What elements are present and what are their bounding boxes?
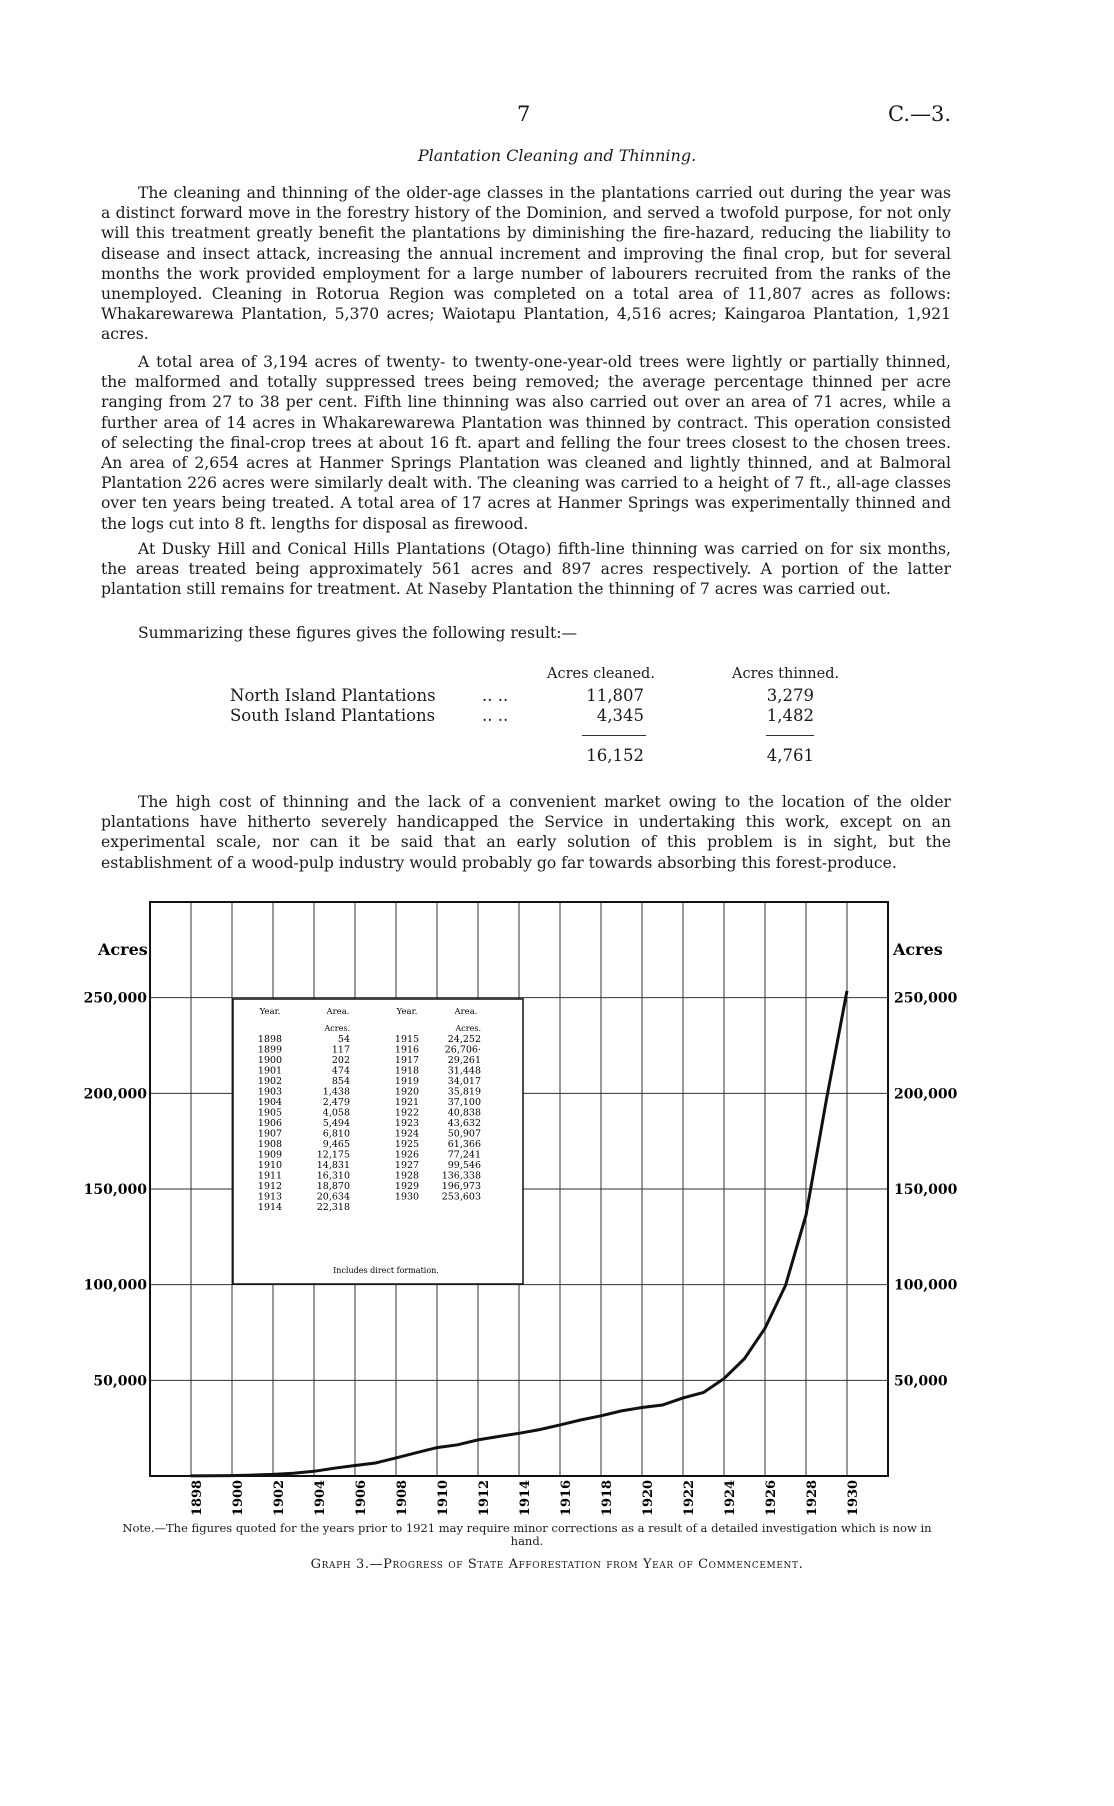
x-tick-label: 1900 — [231, 1479, 246, 1517]
inset-year: 1920 — [394, 1086, 420, 1098]
summary-rule — [582, 735, 646, 736]
inset-area: 54 — [337, 1034, 350, 1045]
x-tick-label: 1916 — [559, 1479, 574, 1517]
inset-footnote: Includes direct formation. — [333, 1266, 439, 1275]
summary-row-dots: .. .. — [482, 686, 509, 705]
x-tick-label: 1902 — [272, 1479, 287, 1517]
inset-year: 1912 — [257, 1181, 283, 1192]
inset-area: 50,907 — [447, 1128, 481, 1140]
y-tick-label-right: 50,000 — [894, 1373, 948, 1390]
summary-thinned-value: 1,482 — [766, 706, 814, 725]
inset-year: 1913 — [257, 1191, 283, 1203]
inset-year: 1917 — [394, 1055, 420, 1066]
inset-year: 1907 — [257, 1128, 283, 1140]
inset-area: 5,494 — [322, 1118, 350, 1129]
x-tick-label: 1898 — [190, 1479, 205, 1517]
inset-year: 1925 — [394, 1139, 420, 1150]
x-tick-label: 1928 — [805, 1479, 820, 1517]
inset-year: 1921 — [394, 1097, 420, 1108]
inset-area: 26,706· — [444, 1044, 481, 1056]
x-tick-label: 1924 — [723, 1479, 738, 1517]
paragraph-cleaning: The cleaning and thinning of the older-age classes in the plantations carried out during the year was a distinct forward move in the forestry history of the Dominion, and served a twofold purpose, for not only will this treatment greatly benefit the plantations by diminishing the fire-hazard, reducing the liability to disease and insect attack, increasing the annual increment and improving the final crop, but for several months the work provided employment for a large number of labourers recruited from the ranks of the unemployed. Cleaning in Rotorua Region was completed on a total area of 11,807 acres as follows: Whakarewarewa Plantation, 5,370 acres; Waiotapu Plantation, 4,516 acres; Kaingaroa Plantation, 1,921 acres. — [101, 184, 951, 344]
inset-area: 9,465 — [322, 1139, 350, 1150]
paragraph-thinning: A total area of 3,194 acres of twenty- to twenty-one-year-old trees were lightly or partially thinned, the malformed and totally suppressed trees being removed; the average percentage thinned per acre ranging from 27 to 38 per cent. Fifth line thinning was also carried out over an area of 71 acres, while a further area of 14 acres in Whakarewarewa Plantation was thinned by contract. This operation consisted of selecting the final-crop trees at about 16 ft. apart and felling the four trees closest to the chosen trees. An area of 2,654 acres at Hanmer Springs Plantation was cleaned and lightly thinned, and at Balmoral Plantation 226 acres were similarly dealt with. The cleaning was carried to a height of 7 ft., all-age classes over ten years being treated. A total area of 17 acres at Hanmer Springs was experimentally thinned and the logs cut into 8 ft. lengths for disposal as firewood. — [101, 353, 951, 533]
document-code: C.—3. — [888, 102, 952, 126]
paragraph-otago: At Dusky Hill and Conical Hills Plantations (Otago) fifth-line thinning was carried on for six months, the areas treated being approximately 561 acres and 897 acres respectively. A portion of the latter plantation still remains for treatment. At Naseby Plantation the thinning of 7 acres was carried out. — [101, 540, 951, 599]
inset-year: 1924 — [394, 1128, 420, 1140]
summary-total-cleaned: 16,152 — [586, 746, 644, 765]
summary-col-thinned: Acres thinned. — [732, 666, 840, 682]
inset-year: 1930 — [394, 1191, 420, 1203]
paragraph-summarizing: Summarizing these figures gives the following result:— — [138, 624, 578, 642]
inset-unit-left: Acres. — [324, 1024, 350, 1033]
inset-area: 35,819 — [447, 1086, 481, 1098]
y-tick-label-left: 200,000 — [83, 1086, 147, 1103]
chart-note: Note.—The figures quoted for the years prior to 1921 may require minor corrections as a result of a detailed investigation which is now in hand. — [122, 1521, 932, 1548]
y-tick-label-left: 250,000 — [83, 990, 147, 1007]
chart-caption: Graph 3.—Progress of State Afforestation from Year of Commencement. — [310, 1557, 804, 1572]
summary-col-cleaned: Acres cleaned. — [547, 666, 655, 682]
inset-year: 1915 — [394, 1034, 420, 1045]
y-tick-label-left: 150,000 — [83, 1182, 147, 1198]
x-tick-label: 1926 — [764, 1479, 779, 1517]
inset-area: 31,448 — [447, 1065, 481, 1077]
x-tick-label: 1904 — [313, 1479, 328, 1517]
inset-area: 1,438 — [322, 1086, 350, 1098]
inset-year: 1929 — [394, 1181, 420, 1192]
inset-area: 4,058 — [322, 1107, 350, 1119]
inset-area: 253,603 — [441, 1191, 481, 1203]
y-tick-label-right: 250,000 — [894, 990, 958, 1007]
inset-area: 29,261 — [447, 1055, 481, 1066]
inset-year: 1903 — [257, 1086, 283, 1098]
summary-row-dots: .. .. — [482, 706, 509, 725]
inset-area: 117 — [331, 1044, 350, 1056]
inset-unit-right: Acres. — [455, 1024, 481, 1033]
inset-area: 16,310 — [316, 1170, 350, 1182]
y-axis-label-left: Acres — [98, 940, 148, 959]
summary-cleaned-value: 4,345 — [596, 706, 644, 725]
x-tick-label: 1920 — [641, 1479, 656, 1517]
inset-area: 43,632 — [447, 1118, 481, 1129]
inset-area: 99,546 — [447, 1160, 481, 1171]
inset-year: 1904 — [257, 1097, 283, 1108]
x-ticks — [190, 1480, 861, 1516]
inset-col-area: Area. — [454, 1007, 478, 1017]
inset-area: 196,973 — [441, 1181, 481, 1192]
inset-year: 1926 — [394, 1149, 420, 1161]
section-title: Plantation Cleaning and Thinning. — [417, 146, 697, 165]
inset-area: 24,252 — [447, 1034, 481, 1045]
inset-area: 474 — [331, 1065, 350, 1077]
y-tick-label-left: 100,000 — [83, 1277, 147, 1294]
inset-year: 1898 — [257, 1034, 283, 1045]
summary-cleaned-value: 11,807 — [586, 686, 644, 705]
inset-area: 6,810 — [322, 1128, 350, 1140]
x-tick-label: 1910 — [436, 1479, 451, 1517]
inset-year: 1910 — [257, 1160, 283, 1171]
inset-area: 37,100 — [447, 1097, 481, 1108]
inset-year: 1899 — [257, 1044, 283, 1056]
inset-year: 1916 — [394, 1044, 420, 1056]
inset-area: 18,870 — [316, 1181, 350, 1192]
inset-year: 1900 — [257, 1055, 283, 1066]
inset-year: 1923 — [394, 1118, 420, 1129]
inset-year: 1918 — [394, 1065, 420, 1077]
y-tick-label-right: 200,000 — [894, 1086, 958, 1103]
summary-rule — [766, 735, 814, 736]
inset-area: 61,366 — [447, 1139, 481, 1150]
inset-col-year: Year. — [396, 1007, 418, 1017]
inset-area: 22,318 — [316, 1202, 350, 1213]
inset-year: 1902 — [257, 1076, 283, 1087]
inset-year: 1919 — [394, 1076, 420, 1087]
inset-year: 1905 — [257, 1107, 283, 1119]
inset-area: 136,338 — [441, 1170, 481, 1182]
summary-row-label: South Island Plantations — [230, 706, 436, 725]
inset-year: 1901 — [257, 1065, 283, 1077]
inset-year: 1928 — [394, 1170, 420, 1182]
summary-row-label: North Island Plantations — [230, 686, 436, 705]
x-tick-label: 1922 — [682, 1479, 697, 1517]
inset-year: 1906 — [257, 1118, 283, 1129]
summary-thinned-value: 3,279 — [766, 686, 814, 705]
inset-year: 1909 — [257, 1149, 283, 1161]
afforestation-chart — [0, 880, 1114, 1600]
inset-area: 854 — [331, 1076, 350, 1087]
inset-area: 34,017 — [447, 1076, 481, 1087]
inset-year: 1914 — [257, 1202, 283, 1213]
x-tick-label: 1912 — [477, 1479, 492, 1517]
inset-area: 2,479 — [322, 1097, 350, 1108]
y-tick-label-left: 50,000 — [93, 1373, 147, 1390]
summary-total-thinned: 4,761 — [766, 746, 814, 765]
x-tick-label: 1930 — [846, 1479, 861, 1517]
inset-col-year: Year. — [259, 1007, 281, 1017]
x-tick-label: 1918 — [600, 1479, 615, 1517]
inset-area: 202 — [331, 1055, 350, 1066]
x-tick-label: 1906 — [354, 1479, 369, 1517]
y-tick-label-right: 150,000 — [894, 1182, 958, 1198]
inset-area: 14,831 — [316, 1160, 350, 1171]
inset-area: 12,175 — [316, 1149, 350, 1161]
inset-area: 40,838 — [447, 1107, 481, 1119]
inset-area: 20,634 — [316, 1191, 350, 1203]
inset-year: 1911 — [257, 1170, 283, 1182]
inset-col-area: Area. — [326, 1007, 350, 1017]
x-tick-label: 1908 — [395, 1479, 410, 1517]
inset-year: 1927 — [394, 1160, 420, 1171]
inset-area: 77,241 — [447, 1149, 481, 1161]
inset-year: 1922 — [394, 1107, 420, 1119]
paragraph-high-cost: The high cost of thinning and the lack of a convenient market owing to the location of the older plantations have hitherto severely handicapped the Service in undertaking this work, except on an experimental scale, nor can it be said that an early solution of this problem is in sight, but the establishment of a wood-pulp industry would probably go far towards absorbing this forest-produce. — [101, 793, 951, 872]
inset-year: 1908 — [257, 1139, 283, 1150]
page-number: 7 — [517, 102, 531, 126]
y-tick-label-right: 100,000 — [894, 1277, 958, 1294]
x-tick-label: 1914 — [518, 1479, 533, 1517]
y-axis-label-right: Acres — [893, 940, 943, 959]
inset-table — [233, 999, 523, 1284]
